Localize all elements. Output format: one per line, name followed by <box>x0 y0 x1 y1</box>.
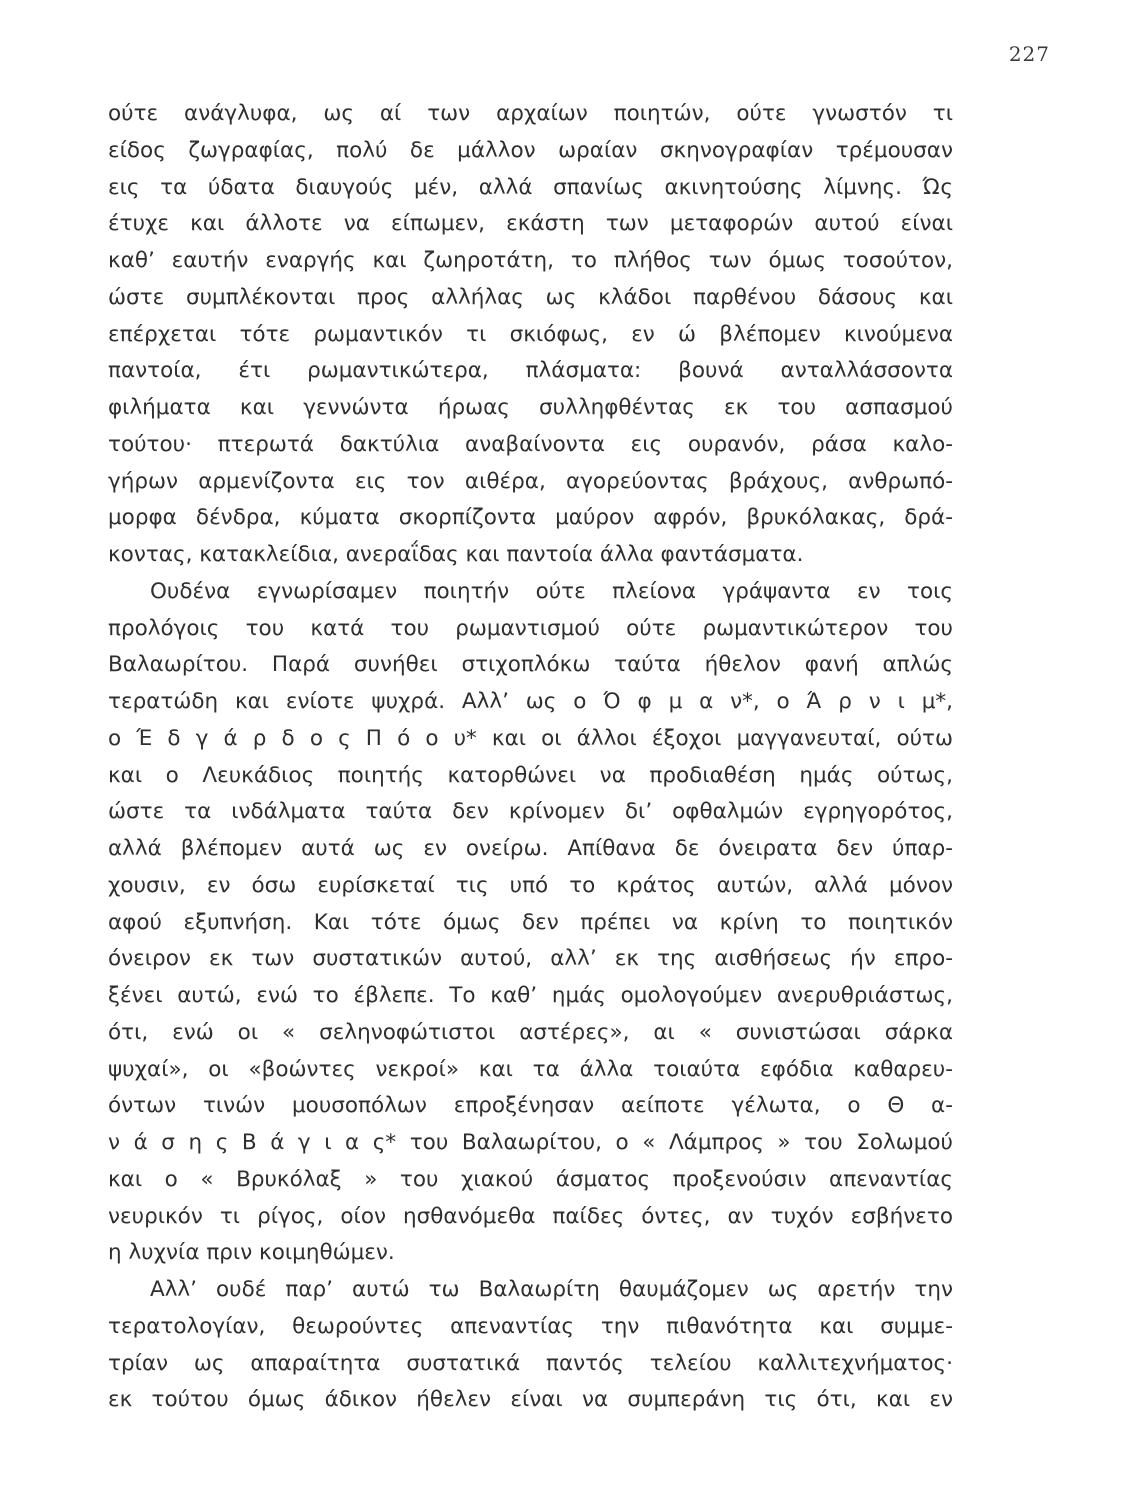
text-line: γήρων αρμενίζοντα εις τον αιθέρα, αγορεύοντας βράχους, ανθρωπό- <box>108 468 953 494</box>
text-line: τερατολογίαν, θεωρούντες απεναντίας την πιθανότητα και συμμε- <box>108 1313 953 1339</box>
text-line: και ο Λευκάδιος ποιητής κατορθώνει να προδιαθέση ημάς ούτως, <box>108 762 953 788</box>
text-line: φιλήματα και γεννώντα ήρωας συλληφθέντας εκ του ασπασμού <box>108 395 953 420</box>
text-line: ώστε τα ινδάλματα ταύτα δεν κρίνομεν δι’ οφθαλμών εγρηγορότος, <box>108 799 953 825</box>
text-line: Βαλαωρίτου. Παρά συνήθει στιχοπλόκω ταύτα ήθελον φανή απλώς <box>108 652 953 678</box>
text-line: κοντας, κατακλείδια, ανεραΐδας και παντοία άλλα φαντάσματα. <box>108 542 804 567</box>
text-line: παντοία, έτι ρωμαντικώτερα, πλάσματα: βουνά ανταλλάσσοντα <box>108 358 953 384</box>
text-line: τρίαν ως απαραίτητα συστατικά παντός τελείου καλλιτεχνήματος· <box>108 1350 953 1376</box>
text-line: εκ τούτου όμως άδικον ήθελεν είναι να συμπεράνη τις ότι, και εν <box>108 1387 953 1413</box>
text-line: Ουδένα εγνωρίσαμεν ποιητήν ούτε πλείονα γράψαντα εν τοις <box>150 578 953 604</box>
text-line: είδος ζωγραφίας, πολύ δε μάλλον ωραίαν σκηνογραφίαν τρέμουσαν <box>108 137 953 163</box>
text-line: μορφα δένδρα, κύματα σκορπίζοντα μαύρον αφρόν, βρυκόλακας, δρά- <box>108 505 953 531</box>
text-line: αλλά βλέπομεν αυτά ως εν ονείρω. Απίθανα δε όνειρατα δεν ύπαρ- <box>108 836 953 861</box>
text-line: ψυχαί», οι «βοώντες νεκροί» και τα άλλα τοιαύτα εφόδια καθαρευ- <box>108 1056 953 1082</box>
text-line: και ο « Βρυκόλαξ » του χιακού άσματος προξενούσιν απεναντίας <box>108 1166 953 1192</box>
text-line: ν ά σ η ς Β ά γ ι α ς* του Βαλαωρίτου, ο « Λάμπρος » του Σολωμού <box>108 1130 953 1155</box>
text-line: ούτε ανάγλυφα, ως αί των αρχαίων ποιητών, ούτε γνωστόν τι <box>108 101 953 126</box>
text-line: όντων τινών μουσοπόλων επροξένησαν αείποτε γέλωτα, ο Θ α- <box>108 1093 953 1119</box>
text-line: Αλλ’ ουδέ παρ’ αυτώ τω Βαλαωρίτη θαυμάζομεν ως αρετήν την <box>150 1277 953 1302</box>
text-line: ξένει αυτώ, ενώ το έβλεπε. Το καθ’ ημάς ομολογούμεν ανερυθριάστως, <box>108 983 953 1008</box>
text-line: όνειρον εκ των συστατικών αυτού, αλλ’ εκ της αισθήσεως ήν επρο- <box>108 946 953 972</box>
text-line: καθ’ εαυτήν εναργής και ζωηροτάτη, το πλήθος των όμως τοσούτον, <box>108 248 953 273</box>
text-line: ώστε συμπλέκονται προς αλλήλας ως κλάδοι παρθένου δάσους και <box>108 284 953 310</box>
text-line: ο Έ δ γ ά ρ δ ο ς Π ό ο υ* και οι άλλοι έξοχοι μαγγανευταί, ούτω <box>108 725 953 751</box>
text-line: προλόγοις του κατά του ρωμαντισμού ούτε ρωμαντικώτερον του <box>108 615 953 641</box>
text-line: τούτου· πτερωτά δακτύλια αναβαίνοντα εις ουρανόν, ράσα καλο- <box>108 431 953 457</box>
text-line: η λυχνία πριν κοιμηθώμεν. <box>108 1240 395 1266</box>
text-line: εις τα ύδατα διαυγούς μέν, αλλά σπανίως ακινητούσης λίμνης. Ώς <box>108 174 953 200</box>
text-line: νευρικόν τι ρίγος, οίον ησθανόμεθα παίδες όντες, αν τυχόν εσβήνετο <box>108 1203 953 1229</box>
text-line: έτυχε και άλλοτε να είπωμεν, εκάστη των μεταφορών αυτού είναι <box>108 211 953 237</box>
text-line: ότι, ενώ οι « σεληνοφώτιστοι αστέρες», αι « συνιστώσαι σάρκα <box>108 1019 953 1045</box>
text-line: χουσιν, εν όσω ευρίσκεταί τις υπό το κράτος αυτών, αλλά μόνον <box>108 872 953 898</box>
text-line: τερατώδη και ενίοτε ψυχρά. Αλλ’ ως ο Ό φ μ α ν*, ο Ά ρ ν ι μ*, <box>108 689 953 714</box>
page-number: 227 <box>1008 42 1050 66</box>
text-line: αφού εξυπνήση. Και τότε όμως δεν πρέπει να κρίνη το ποιητικόν <box>108 909 953 935</box>
text-line: επέρχεται τότε ρωμαντικόν τι σκιόφως, εν ώ βλέπομεν κινούμενα <box>108 321 953 347</box>
body-text <box>108 96 953 1419</box>
